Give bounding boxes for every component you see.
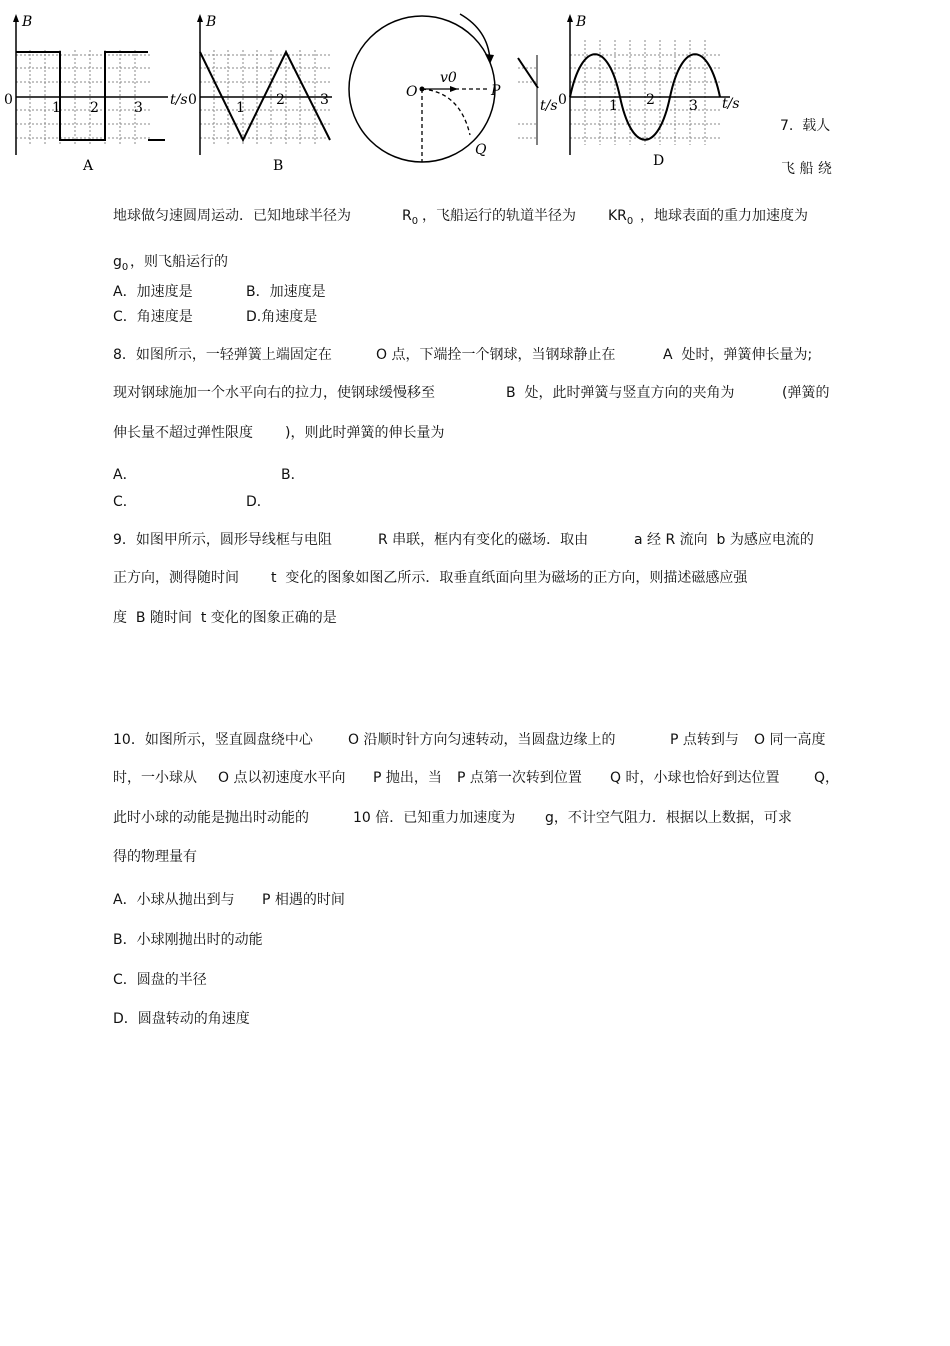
q8-option-c: C． xyxy=(113,494,137,510)
q8-l3a: 伸长量不超过弹性限度 xyxy=(113,425,253,441)
q8-l2a: 现对钢球施加一个水平向右的拉力，使钢球缓慢移至 xyxy=(113,385,435,401)
q8-l1a: 8．如图所示，一轻弹簧上端固定在 xyxy=(113,347,332,363)
graph-b-caption: B xyxy=(273,158,284,174)
q7-r0-main: R xyxy=(402,208,412,224)
graph-a xyxy=(4,14,188,174)
graph-b-axis-b: B xyxy=(206,14,217,30)
graph-d-tick2: 2 xyxy=(646,92,655,108)
q10-l2d: P 点第一次转到位置 xyxy=(457,770,582,786)
q9-l3: 度 B 随时间 t 变化的图象正确的是 xyxy=(113,610,337,626)
q9-l1b: R 串联，框内有变化的磁场．取由 xyxy=(378,532,589,548)
q8-l3b: )，则此时弹簧的伸长量为 xyxy=(285,425,445,441)
q10-l2a: 时，一小球从 xyxy=(113,770,197,786)
graph-a-tick3: 3 xyxy=(134,100,143,116)
graph-b-tick2: 2 xyxy=(276,92,285,108)
q7-line1a: 地球做匀速圆周运动．已知地球半径为 xyxy=(113,208,351,224)
disk-label-o: O xyxy=(406,84,418,100)
graph-b-origin: 0 xyxy=(188,92,197,108)
graph-d-axis-b: B xyxy=(576,14,587,30)
q10-option-a2: P 相遇的时间 xyxy=(262,892,345,908)
q10-option-a1: A．小球从抛出到与 xyxy=(113,892,235,908)
disk-label-p: P xyxy=(491,83,501,99)
q8-l2b: B 处，此时弹簧与竖直方向的夹角为 xyxy=(506,385,735,401)
q7-option-a: A．加速度是 xyxy=(113,284,193,300)
graph-b-tick1: 1 xyxy=(236,100,245,116)
q10-l1a: 10．如图所示，竖直圆盘绕中心 xyxy=(113,732,313,748)
q8-option-d: D． xyxy=(246,494,271,510)
disk-label-v0: v0 xyxy=(440,70,457,86)
q8-l1c: A 处时，弹簧伸长量为; xyxy=(663,347,813,363)
graph-d-origin: 0 xyxy=(558,92,567,108)
graph-d-caption: D xyxy=(653,153,665,169)
q7-option-b: B．加速度是 xyxy=(246,284,326,300)
q10-l2f: Q， xyxy=(814,770,840,786)
graph-c-partial xyxy=(518,55,558,145)
graph-d xyxy=(558,14,740,169)
q8-option-a: A． xyxy=(113,467,137,483)
q10-l2e: Q 时，小球也恰好到达位置 xyxy=(610,770,780,786)
q10-option-d: D．圆盘转动的角速度 xyxy=(113,1011,250,1027)
graph-d-tick1: 1 xyxy=(609,98,618,114)
q7-g0-main: g xyxy=(113,254,122,270)
q7-kr0-sub: 0 xyxy=(626,215,634,227)
graph-b-tick3: 3 xyxy=(320,92,329,108)
graph-a-tick1: 1 xyxy=(52,100,61,116)
disk-label-q: Q xyxy=(475,142,487,158)
q10-l2b: O 点以初速度水平向 xyxy=(218,770,346,786)
q7-line1c: ，飞船运行的轨道半径为 xyxy=(422,208,576,224)
q7-g0 xyxy=(113,253,128,277)
q10-option-b: B．小球刚抛出时的动能 xyxy=(113,932,263,948)
q10-l3b: 10 倍．已知重力加速度为 xyxy=(353,810,516,826)
q7-head: 7. 载人 xyxy=(780,118,831,134)
q9-l1c: a 经 R 流向 b 为感应电流的 xyxy=(634,532,814,548)
q9-l2b: t 变化的图象如图乙所示．取垂直纸面向里为磁场的正方向，则描述磁感应强 xyxy=(271,570,748,586)
q7-r0-sub: 0 xyxy=(411,215,419,227)
q7-head2: 飞 船 绕 xyxy=(781,161,832,177)
q10-l1d: O 同一高度 xyxy=(754,732,826,748)
q10-l3a: 此时小球的动能是抛出时动能的 xyxy=(113,810,309,826)
q10-l1b: O 沿顺时针方向匀速转动，当圆盘边缘上的 xyxy=(348,732,616,748)
q10-l1c: P 点转到与 xyxy=(670,732,739,748)
graph-a-origin: 0 xyxy=(4,92,13,108)
graph-a-axis-t: t/s xyxy=(170,92,188,108)
q9-l1a: 9．如图甲所示，圆形导线框与电阻 xyxy=(113,532,332,548)
q7-option-d: D.角速度是 xyxy=(246,309,318,325)
q10-l3c: g，不计空气阻力．根据以上数据，可求 xyxy=(545,810,792,826)
q7-kr0 xyxy=(608,207,633,231)
q10-l4: 得的物理量有 xyxy=(113,849,197,865)
q7-g0-sub: 0 xyxy=(121,261,129,273)
graph-a-caption: A xyxy=(83,158,94,174)
graph-b xyxy=(188,14,332,174)
graph-a-tick2: 2 xyxy=(90,100,99,116)
q7-kr0-main: KR xyxy=(608,208,627,224)
graph-d-tick3: 3 xyxy=(689,98,698,114)
graph-d-axis-t: t/s xyxy=(722,96,740,112)
q10-option-c: C．圆盘的半径 xyxy=(113,972,207,988)
q7-option-c: C．角速度是 xyxy=(113,309,193,325)
graph-a-axis-b: B xyxy=(22,14,33,30)
q8-l2c: (弹簧的 xyxy=(782,385,830,401)
q8-option-b: B． xyxy=(281,467,305,483)
disk-figure xyxy=(349,14,501,162)
q8-l1b: O 点，下端拴一个钢球，当钢球静止在 xyxy=(376,347,616,363)
q7-r0 xyxy=(402,207,418,231)
q7-line1e: ，地球表面的重力加速度为 xyxy=(640,208,808,224)
q7-line2b: ，则飞船运行的 xyxy=(130,254,228,270)
q10-l2c: P 抛出，当 xyxy=(373,770,442,786)
graph-c-axis-t: t/s xyxy=(540,98,558,114)
q9-l2a: 正方向，测得随时间 xyxy=(113,570,239,586)
